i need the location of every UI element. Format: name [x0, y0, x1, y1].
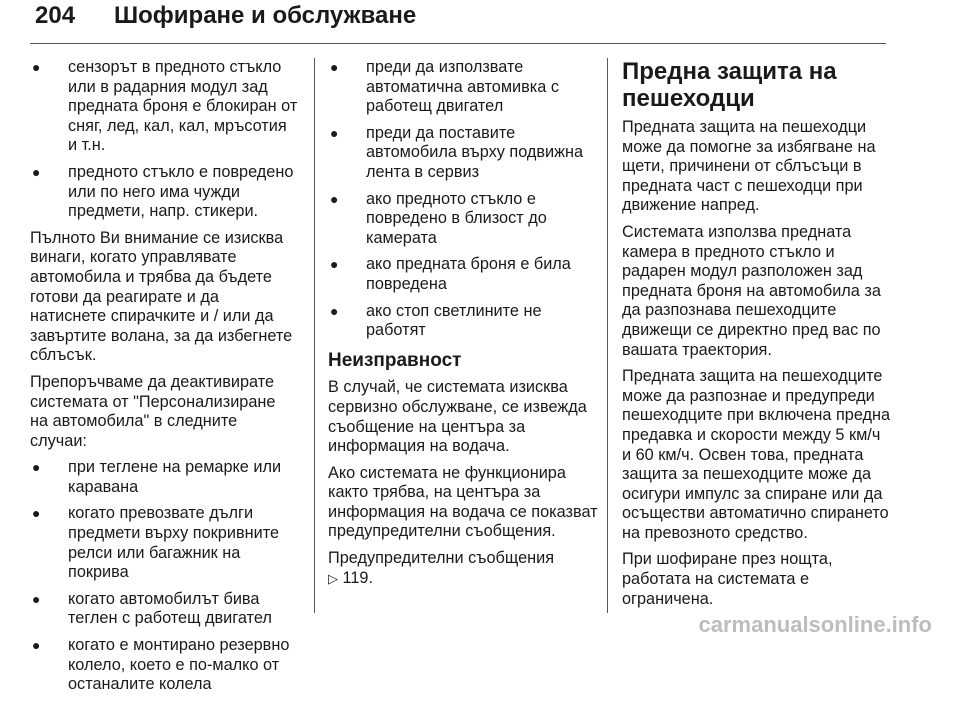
column-right — [622, 58, 892, 616]
list-item: ● сензорът в предното стъкло или в радарния модул зад предната броня е блокиран от сняг, лед, кал, кал, мръсотия и т.н. — [30, 58, 298, 156]
paragraph: Пълното Ви внимание се изисква винаги, когато управлявате автомобила и трябва да бъдете готови да реагирате и да натиснете спирачките и / или да завъртите волана, за да избегнете сблъсък. — [30, 228, 293, 365]
paragraph: Предупредителни съобщения — [328, 549, 555, 568]
chapter-title: Шофиране и обслужване — [114, 2, 417, 29]
paragraph: Системата използва предната камера в предното стъкло и радарен модул разположен зад предната броня на автомобила за да разпознава пешеходците движещи се директно пред вас по вашата траектория. — [622, 222, 881, 359]
list-item: ● когато превозвате дълги предмети върху покривните релси или багажник на покрива — [30, 504, 298, 582]
list-item: ● при теглене на ремарке или каравана — [30, 458, 298, 497]
list-item: ● ако стоп светлините не работят — [328, 302, 600, 341]
list-item: ● когато автомобилът бива теглен с работещ двигател — [30, 590, 298, 629]
paragraph: Предната защита на пешеходците може да разпознае и предупреди пешеходците при включена предна предавка и скорости между 5 км/ч и 60 км/ч. Освен това, предната защита за пешеходците може да осигури импулс за спиране или да осъществи автоматично спирането на превозното средство. — [622, 367, 891, 542]
column-left — [30, 58, 298, 702]
list-item: ● преди да поставите автомобила върху подвижна лента в сервиз — [328, 124, 600, 183]
cross-reference-page: 119. — [342, 568, 374, 587]
subheading: Неизправност — [328, 349, 462, 371]
bullet-list — [328, 58, 600, 341]
list-item: ● ако предното стъкло е повредено в близост до камерата — [328, 190, 600, 249]
paragraph: Препоръчваме да деактивирате системата от "Персонализиране на автомобила" в следните случаи: — [30, 372, 276, 450]
column-divider — [314, 58, 315, 613]
column-middle — [328, 58, 600, 595]
header-rule — [30, 43, 886, 44]
bullet-list — [30, 458, 298, 695]
list-item: ● когато е монтирано резервно колело, което е по-малко от останалите колела — [30, 636, 298, 695]
section-heading: Предна защита на пешеходци — [622, 58, 837, 112]
bullet-list — [30, 58, 298, 222]
list-item: ● предното стъкло е повредено или по него има чужди предмети, напр. стикери. — [30, 163, 298, 222]
page-reference-icon: ▷ — [328, 570, 338, 586]
page-number: 204 — [35, 2, 76, 29]
paragraph: В случай, че системата изисква сервизно обслужване, се извежда съобщение на центъра за информация на водача. — [328, 378, 587, 456]
paragraph: Предната защита на пешеходци може да помогне за избягване на щети, причинени от сблъсъци в предната част с пешеходци при движение напред. — [622, 118, 876, 215]
watermark: carmanualsonline.info — [698, 612, 932, 637]
paragraph: При шофиране през нощта, работата на системата е ограничена. — [622, 550, 833, 608]
cross-reference[interactable] — [328, 569, 600, 589]
list-item: ● ако предната броня е била повредена — [328, 255, 600, 294]
paragraph: Ако системата не функционира както трябва, на центъра за информация на водача се показват предупредителни съобщения. — [328, 463, 598, 541]
column-divider — [607, 58, 608, 613]
list-item: ● преди да използвате автоматична автомивка с работещ двигател — [328, 58, 600, 117]
